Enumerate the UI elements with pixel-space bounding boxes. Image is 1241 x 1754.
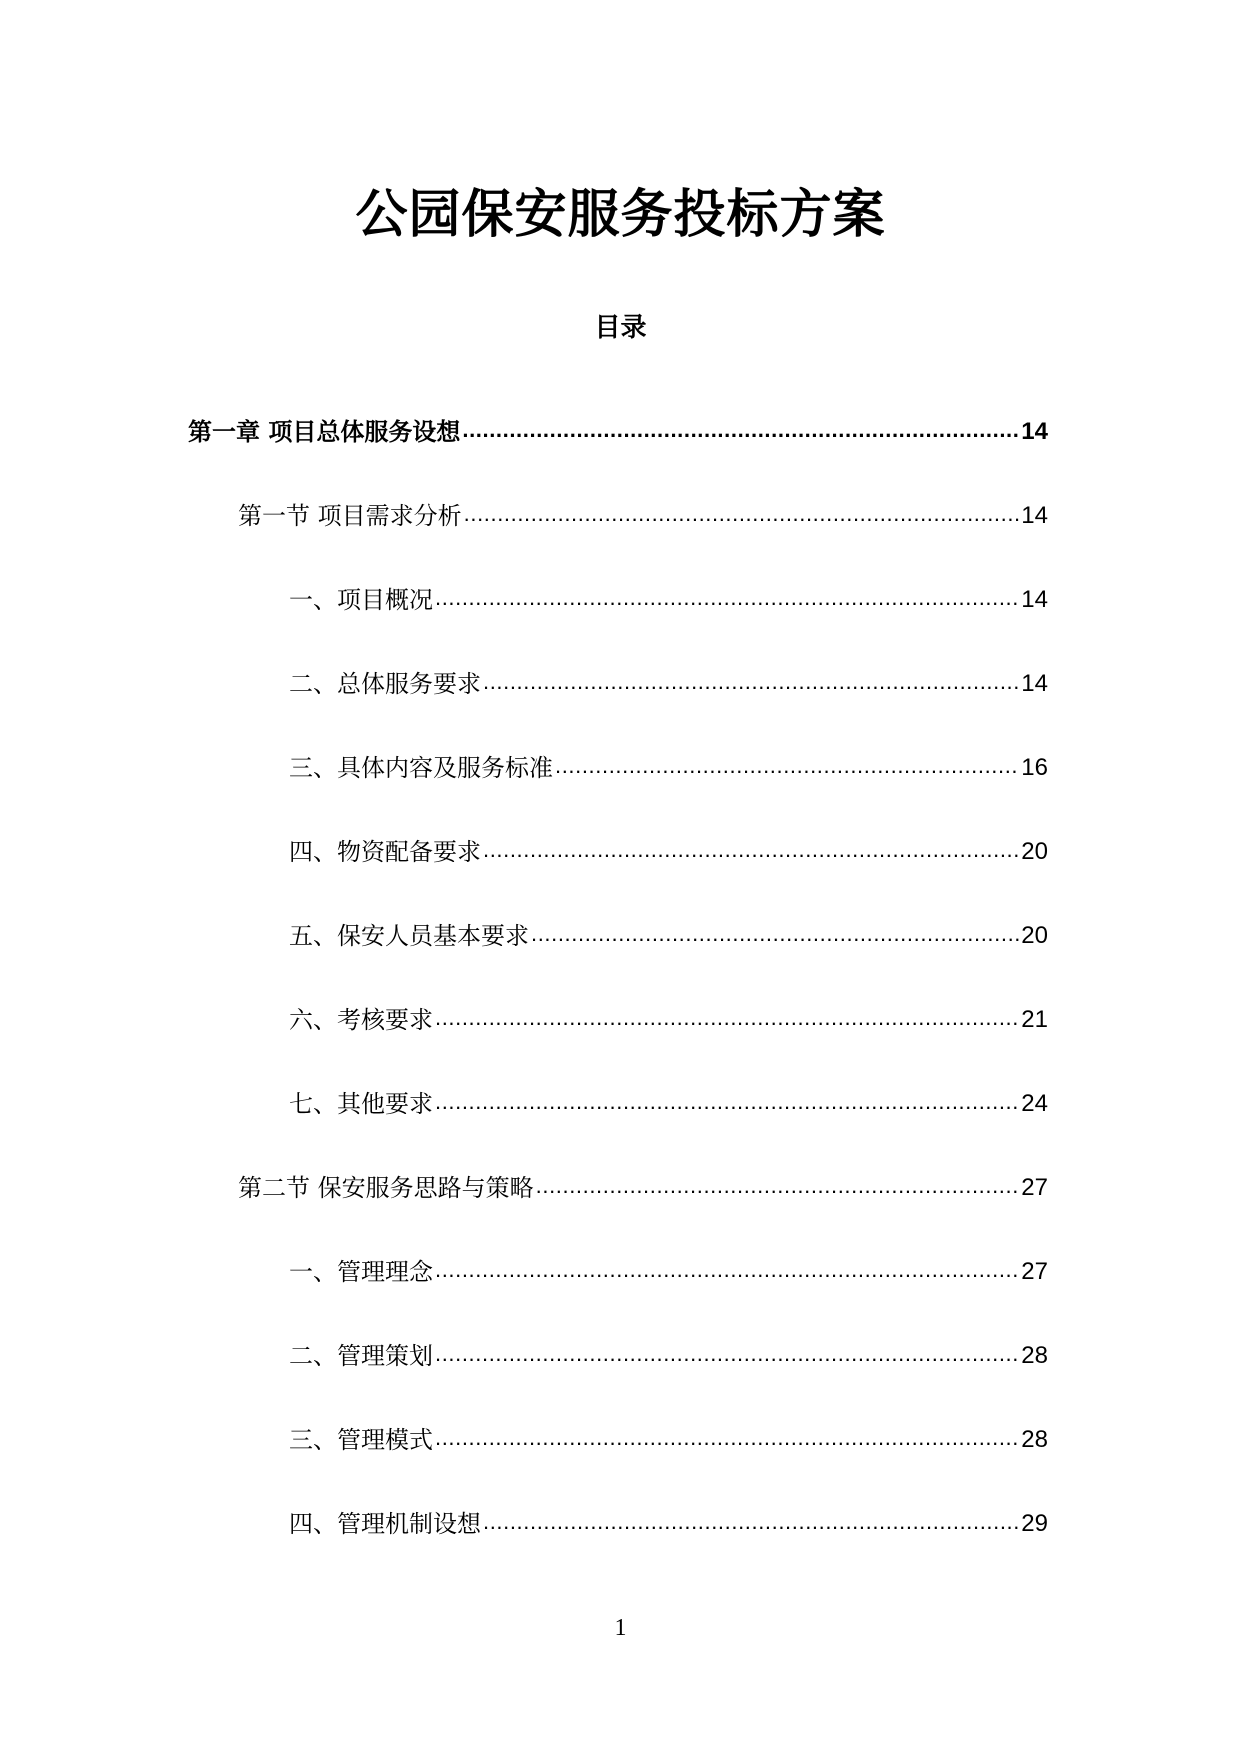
toc-entry-chapter-1[interactable] bbox=[0, 390, 1241, 474]
toc-dot-leader bbox=[483, 668, 1019, 700]
toc-entry-page: 28 bbox=[1021, 1426, 1048, 1453]
toc-dot-leader bbox=[462, 416, 1019, 448]
toc-entry-label: 五、保安人员基本要求 bbox=[289, 922, 529, 950]
toc-entry-subsection[interactable] bbox=[0, 894, 1241, 978]
toc-entry-label: 第一节 项目需求分析 bbox=[238, 502, 462, 530]
toc-entry-label: 第一章 项目总体服务设想 bbox=[188, 418, 461, 446]
toc-entry-subsection[interactable] bbox=[0, 810, 1241, 894]
toc-entry-page: 14 bbox=[1021, 586, 1048, 613]
toc-entry-label: 二、管理策划 bbox=[289, 1342, 433, 1370]
toc-entry-label: 七、其他要求 bbox=[289, 1090, 433, 1118]
toc-dot-leader bbox=[483, 1508, 1019, 1540]
toc-dot-leader bbox=[483, 836, 1019, 868]
document-title: 公园保安服务投标方案 bbox=[355, 185, 886, 245]
toc-entry-page: 14 bbox=[1021, 502, 1048, 529]
toc-dot-leader bbox=[435, 1340, 1019, 1372]
toc-heading: 目录 bbox=[594, 313, 647, 343]
toc-entry-page: 28 bbox=[1021, 1342, 1048, 1369]
toc-entry-page: 14 bbox=[1021, 670, 1048, 697]
toc-entry-section-2[interactable] bbox=[0, 1146, 1241, 1230]
toc-entry-subsection[interactable] bbox=[0, 1314, 1241, 1398]
toc-dot-leader bbox=[435, 1088, 1019, 1120]
toc-entry-label: 一、管理理念 bbox=[289, 1258, 433, 1286]
table-of-contents bbox=[0, 390, 1241, 1566]
toc-entry-label: 三、具体内容及服务标准 bbox=[289, 754, 553, 782]
toc-entry-subsection[interactable] bbox=[0, 978, 1241, 1062]
toc-dot-leader bbox=[464, 500, 1020, 532]
toc-dot-leader bbox=[435, 1256, 1019, 1288]
toc-entry-subsection[interactable] bbox=[0, 726, 1241, 810]
toc-dot-leader bbox=[531, 920, 1019, 952]
toc-dot-leader bbox=[435, 1424, 1019, 1456]
toc-entry-page: 16 bbox=[1021, 754, 1048, 781]
toc-dot-leader bbox=[555, 752, 1019, 784]
toc-entry-label: 六、考核要求 bbox=[289, 1006, 433, 1034]
toc-entry-label: 四、管理机制设想 bbox=[289, 1510, 481, 1538]
toc-dot-leader bbox=[435, 1004, 1019, 1036]
toc-entry-subsection[interactable] bbox=[0, 1482, 1241, 1566]
toc-entry-page: 21 bbox=[1021, 1006, 1048, 1033]
toc-entry-subsection[interactable] bbox=[0, 1062, 1241, 1146]
page-number: 1 bbox=[614, 1615, 627, 1641]
toc-entry-subsection[interactable] bbox=[0, 558, 1241, 642]
toc-entry-page: 24 bbox=[1021, 1090, 1048, 1117]
toc-entry-label: 三、管理模式 bbox=[289, 1426, 433, 1454]
toc-entry-page: 20 bbox=[1021, 838, 1048, 865]
toc-entry-page: 14 bbox=[1021, 418, 1048, 445]
toc-entry-subsection[interactable] bbox=[0, 1398, 1241, 1482]
toc-entry-page: 27 bbox=[1021, 1258, 1048, 1285]
toc-entry-label: 四、物资配备要求 bbox=[289, 838, 481, 866]
toc-entry-page: 20 bbox=[1021, 922, 1048, 949]
toc-entry-label: 一、项目概况 bbox=[289, 586, 433, 614]
toc-entry-page: 27 bbox=[1021, 1174, 1048, 1201]
toc-entry-subsection[interactable] bbox=[0, 642, 1241, 726]
toc-dot-leader bbox=[435, 584, 1019, 616]
toc-entry-label: 第二节 保安服务思路与策略 bbox=[238, 1174, 534, 1202]
toc-entry-page: 29 bbox=[1021, 1510, 1048, 1537]
toc-entry-subsection[interactable] bbox=[0, 1230, 1241, 1314]
toc-entry-label: 二、总体服务要求 bbox=[289, 670, 481, 698]
toc-entry-section-1[interactable] bbox=[0, 474, 1241, 558]
toc-dot-leader bbox=[536, 1172, 1020, 1204]
